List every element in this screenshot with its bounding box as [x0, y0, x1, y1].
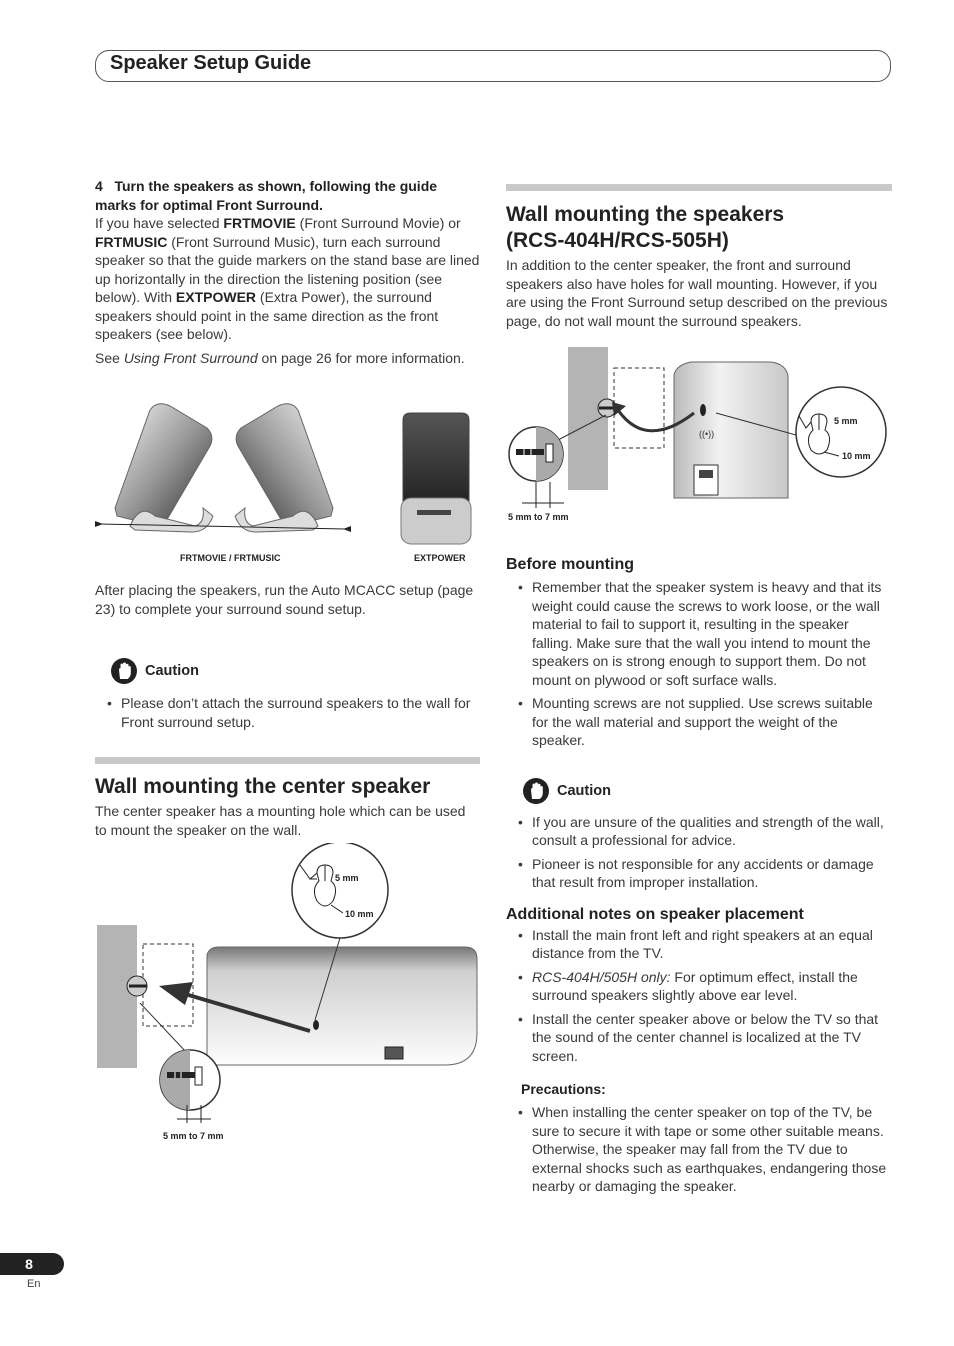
see-reference: [95, 349, 480, 368]
hole-10mm-label: 10 mm: [842, 451, 871, 461]
section-title: [506, 202, 892, 254]
step-title: Turn the speakers as shown, following the guide marks for optimal Front Surround.: [95, 178, 438, 213]
right-speaker: [236, 404, 333, 526]
caution-heading: [523, 778, 892, 804]
left-column: [95, 177, 480, 367]
see-link-title: Using Front Surround: [123, 349, 258, 366]
caution-hand-icon: [523, 778, 549, 804]
see-text: See: [95, 349, 124, 366]
hole-zoom-circle: [292, 843, 388, 938]
left-speaker: [115, 404, 212, 526]
additional-notes-list: [506, 926, 892, 1066]
wall: [97, 925, 137, 1068]
before-mounting-title: Before mounting: [506, 556, 634, 573]
caution-heading: [111, 658, 480, 684]
wall: [568, 347, 608, 490]
before-mounting-list: [506, 578, 892, 750]
section-body: In addition to the center speaker, the front and surround speakers also have holes for wall mounting. However, if you are using the Front Surround setup described on the previous page, do not wall mount the surround speakers.: [506, 257, 888, 329]
hole-zoom-circle: [796, 387, 886, 477]
section-title-line-2: (RCS-404H/RCS-505H): [506, 229, 729, 252]
additional-notes-title: Additional notes on speaker placement: [506, 905, 804, 923]
caution-title: Caution: [557, 782, 611, 799]
right-column: [506, 184, 892, 330]
list-item: • When installing the center speaker on top of the TV, be sure to secure it with tape or some other suitable means. Otherwise, the speaker may fall from the TV due to external shocks such as earthquakes, endangering those nearby or damaging the speaker.: [506, 1103, 892, 1196]
step-body-text: (Front Surround Music), turn each surround speaker so that the guide markers on the stand base are lined up horizontally in the direction the listening position (see below). With: [95, 233, 480, 305]
page-number: 8: [25, 1256, 33, 1272]
list-item: • Pioneer is not responsible for any accidents or damage that result from improper installation.: [506, 855, 892, 892]
precautions-title: Precautions:: [521, 1081, 606, 1097]
hole-5mm-label: 5 mm: [335, 873, 359, 883]
step-body: [95, 214, 480, 344]
page-header-title: Speaker Setup Guide: [110, 52, 312, 74]
right-column-lower: [506, 556, 892, 1201]
list-item: • Please don’t attach the surround speakers to the wall for Front surround setup.: [95, 694, 480, 731]
section-body: The center speaker has a mounting hole which can be used to mount the speaker on the wall.: [95, 803, 466, 838]
model-note-text: For optimum effect, install the surround speakers slightly above ear level.: [532, 968, 858, 1003]
frtmovie-frtmusic-label: FRTMOVIE / FRTMUSIC: [180, 553, 281, 563]
extpower-label: EXTPOWER: [414, 553, 466, 563]
auto-mcacc-note: After placing the speakers, run the Auto MCACC setup (page 23) to complete your surround sound setup.: [95, 582, 474, 617]
right-caution-list: [506, 813, 892, 892]
svg-text:((•)): ((•)): [699, 429, 715, 439]
hole-5mm-label: 5 mm: [834, 416, 858, 426]
step-body-text: (Front Surround Movie) or: [295, 215, 461, 231]
left-column-lower: [95, 581, 480, 736]
screw-gap-label: 5 mm to 7 mm: [508, 512, 569, 522]
caution-title: Caution: [145, 663, 199, 679]
step-heading: [95, 177, 480, 214]
surround-speaker-mount-figure: [506, 340, 892, 530]
center-speaker: [207, 947, 477, 1065]
page-header: [95, 50, 891, 82]
section-divider: [506, 184, 892, 191]
model-note-em: RCS-404H/505H only:: [532, 968, 671, 985]
section-title: Wall mounting the center speaker: [95, 775, 431, 798]
step-number: 4: [95, 178, 103, 194]
precautions-list: [506, 1103, 892, 1196]
language-code: En: [27, 1278, 41, 1290]
list-item: • If you are unsure of the qualities and strength of the wall, consult a professional for advice.: [506, 813, 892, 850]
frtmusic-term: FRTMUSIC: [95, 233, 168, 250]
list-item: • Remember that the speaker system is heavy and that its weight could cause the screws to work loose, or the wall material to fail to support it, resulting in the speaker falling. Make sure that the wall you intend to mount the speakers on is strong enough to support them. Do not mount on plywood or soft surface walls.: [506, 578, 892, 689]
see-text: on page 26 for more information.: [257, 349, 465, 366]
center-speaker-mount-figure: [95, 843, 480, 1148]
list-item: • Mounting screws are not supplied. Use screws suitable for the wall material and support the weight of the speaker.: [506, 694, 892, 750]
step-body-text: (Extra Power), the surround speakers should point in the same direction as the front speakers (see below).: [95, 289, 439, 342]
extpower-term: EXTPOWER: [175, 289, 257, 305]
list-item: [506, 968, 892, 1005]
left-caution-list: [95, 694, 480, 731]
list-item: • Install the main front left and right speakers at an equal distance from the TV.: [506, 926, 892, 963]
screw-gap-label: 5 mm to 7 mm: [163, 1131, 224, 1141]
step-body-text: If you have selected: [95, 215, 224, 231]
section-title-line-1: Wall mounting the speakers: [506, 203, 785, 226]
speaker-orientation-figure: [95, 398, 480, 570]
surround-speaker: [674, 362, 788, 498]
hole-10mm-label: 10 mm: [345, 909, 374, 919]
page-number-tab: [0, 1253, 64, 1275]
caution-hand-icon: [111, 658, 137, 684]
section-divider: [95, 757, 480, 764]
frtmovie-term: FRTMOVIE: [223, 215, 296, 231]
center-speaker-section: [95, 757, 480, 839]
list-item: • Install the center speaker above or below the TV so that the sound of the center channel is localized at the TV screen.: [506, 1010, 892, 1066]
